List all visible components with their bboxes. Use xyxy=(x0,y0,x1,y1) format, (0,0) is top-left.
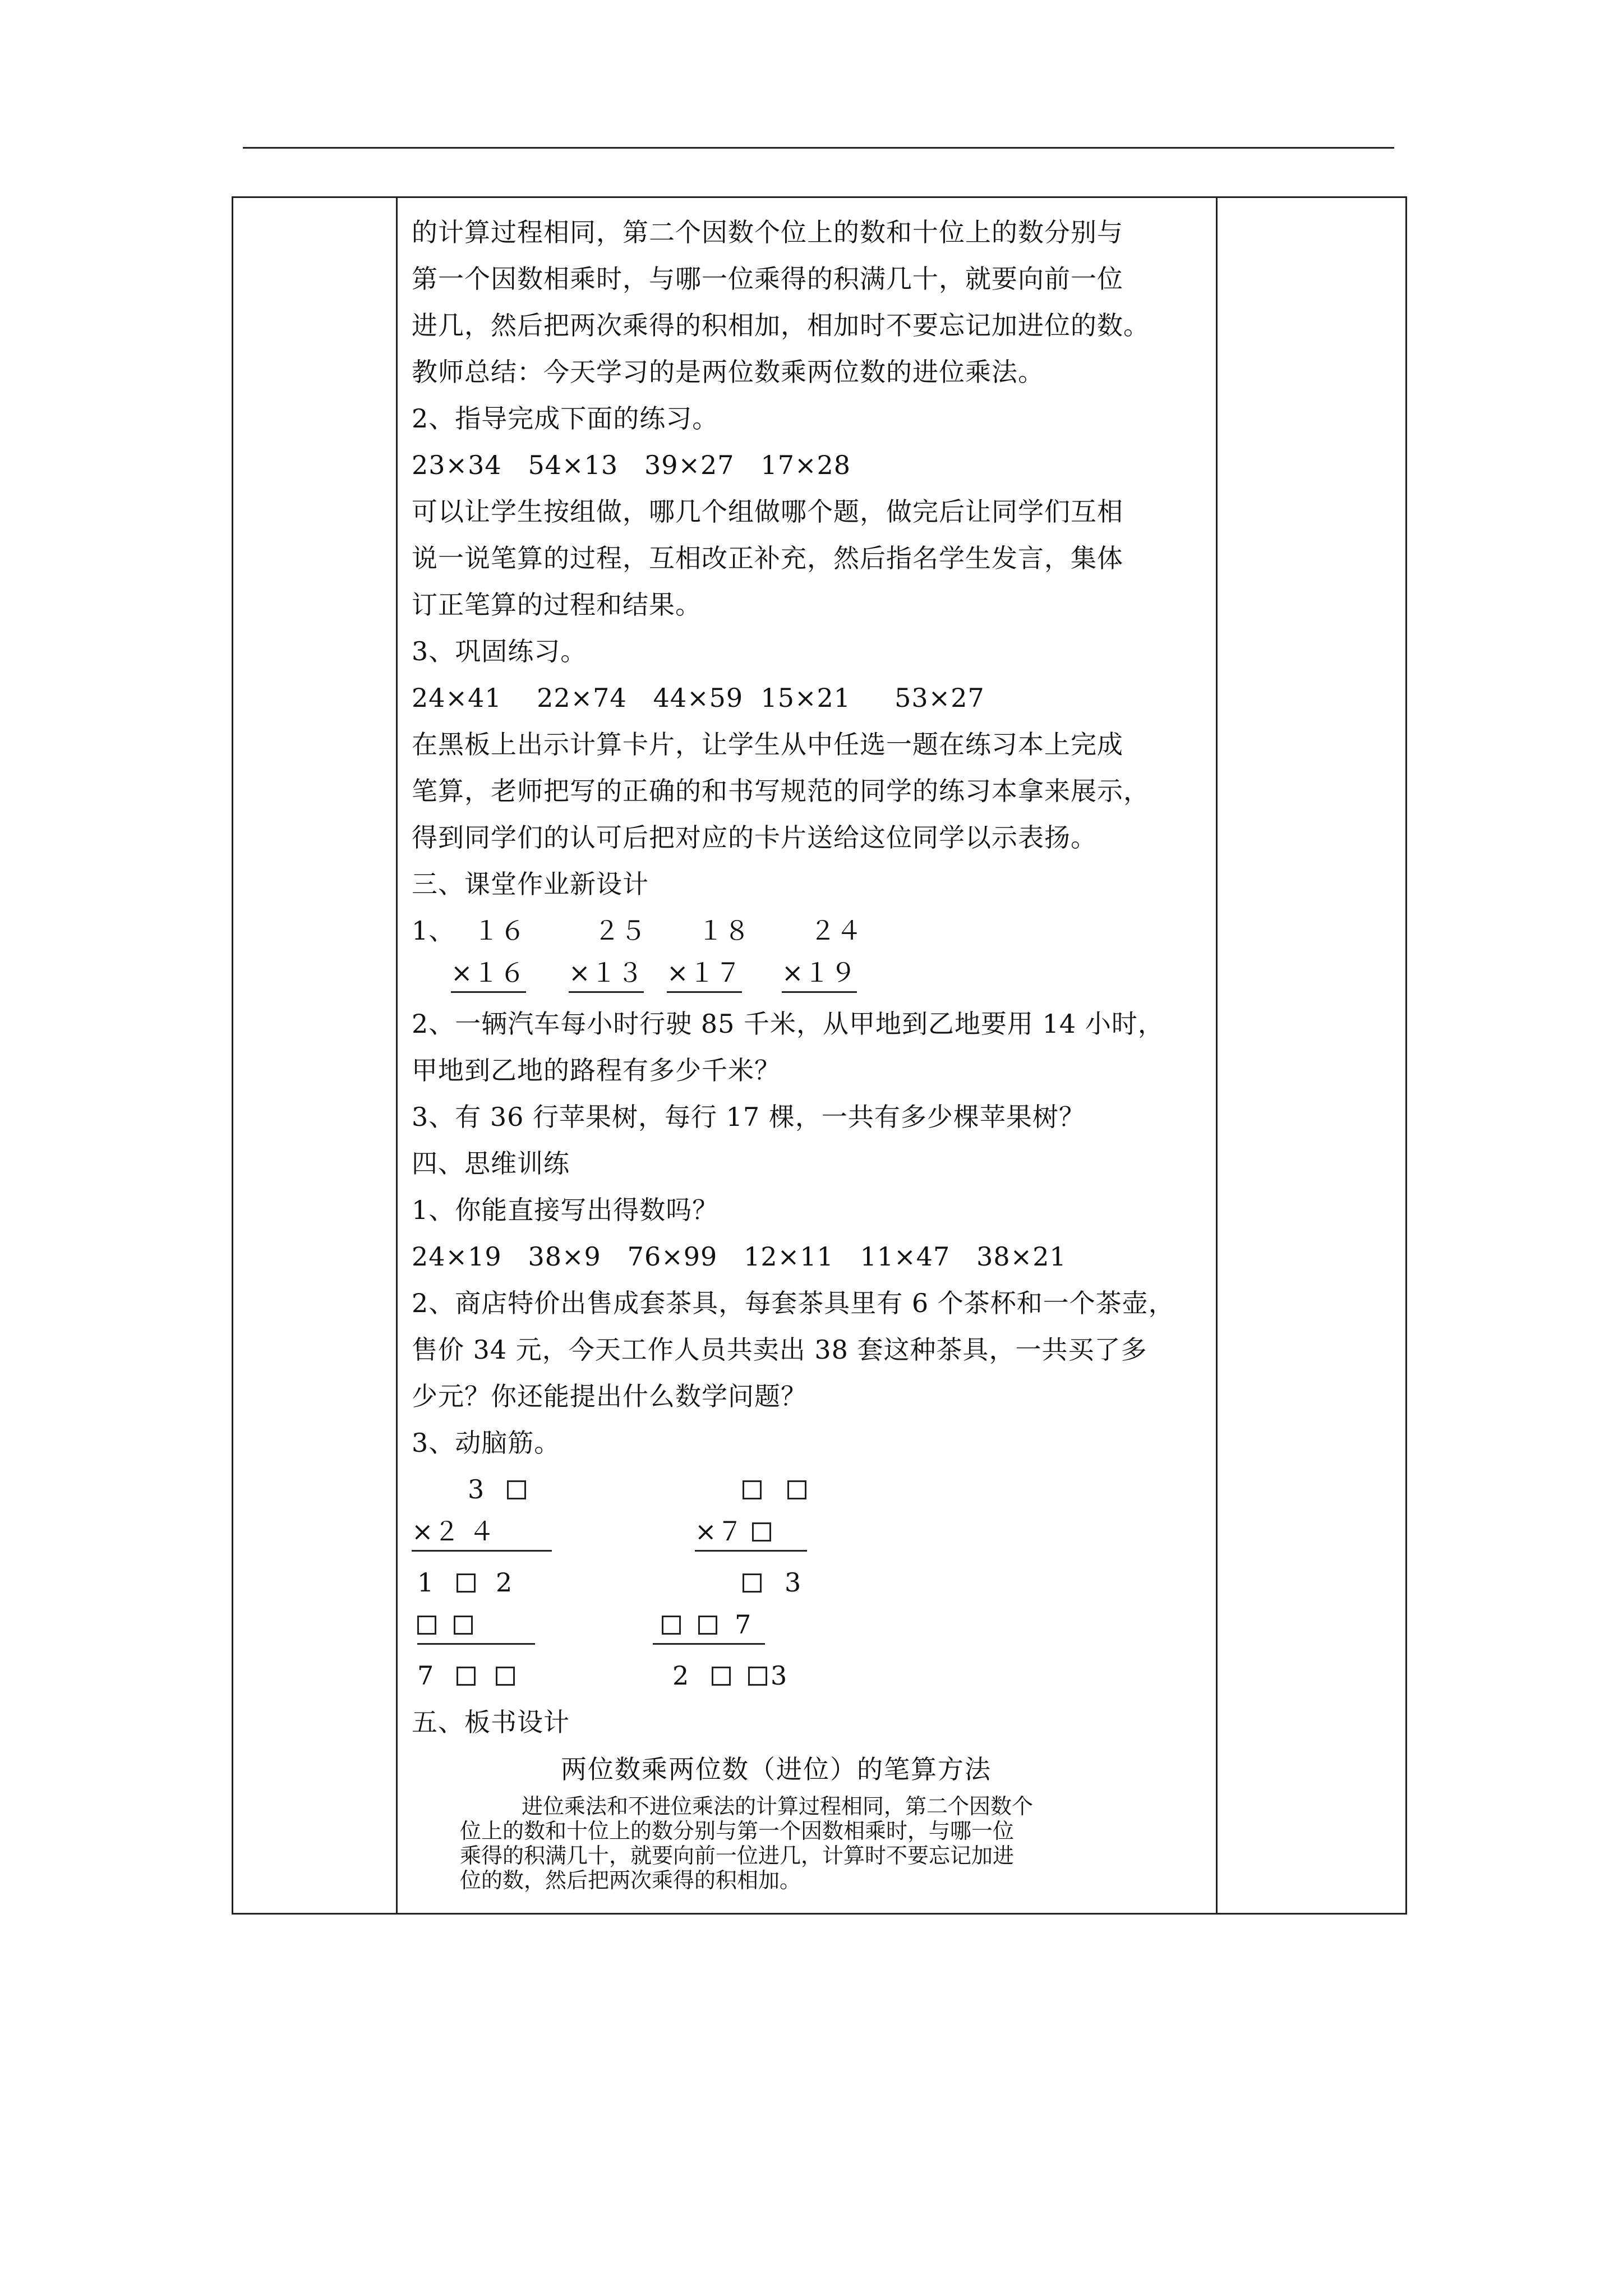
digit: 1 xyxy=(417,1567,435,1598)
multiplicand: １６ xyxy=(473,915,526,946)
vertical-problems-top xyxy=(412,908,1208,954)
text-line: 的计算过程相同，第二个因数个位上的数和十位上的数分别与 xyxy=(412,217,1123,247)
blank-box xyxy=(748,1653,767,1699)
multiplier: ×１３ xyxy=(569,954,644,993)
digit: 3 xyxy=(785,1567,802,1598)
blank-box xyxy=(457,1653,476,1699)
exercise-heading: 1、你能直接写出得数吗？ xyxy=(412,1195,719,1225)
page-header-rule xyxy=(243,147,1394,149)
multiplicand: ２５ xyxy=(594,915,647,946)
lesson-plan-table xyxy=(232,196,1407,1915)
puzzle-multiplier: ×２ ４ xyxy=(412,1513,552,1552)
word-problem: 甲地到乙地的路程有多少千米？ xyxy=(412,1055,781,1085)
step-heading: 2、指导完成下面的练习。 xyxy=(412,403,719,434)
teacher-summary: 教师总结：今天学习的是两位数乘两位数的进位乘法。 xyxy=(412,357,1044,387)
column-divider-left xyxy=(396,198,398,1913)
digit: 2 xyxy=(672,1660,690,1691)
text-line: 进几，然后把两次乘得的积相加，相加时不要忘记加进位的数。 xyxy=(412,310,1150,341)
right-column-cell xyxy=(1218,198,1405,1913)
text-line: 在黑板上出示计算卡片，让学生从中任选一题在练习本上完成 xyxy=(412,729,1123,760)
multiplicand: ２４ xyxy=(810,915,863,946)
puzzle-row-4 xyxy=(412,1606,1208,1653)
text-line: 可以让学生按组做，哪几个组做哪个题，做完后让同学们互相 xyxy=(412,496,1123,527)
word-problem: 少元？你还能提出什么数学问题？ xyxy=(412,1381,807,1411)
blank-box xyxy=(507,1466,526,1513)
puzzle-row-1 xyxy=(412,1466,1208,1513)
mental-math-expressions: 24×19 38×9 76×99 12×11 11×47 38×21 xyxy=(412,1241,1067,1272)
board-design-title: 两位数乘两位数（进位）的笔算方法 xyxy=(561,1754,992,1784)
problem-number: 1、 xyxy=(412,915,455,946)
word-problem: 3、有 36 行苹果树，每行 17 棵，一共有多少棵苹果树？ xyxy=(412,1102,1085,1132)
blank-box xyxy=(787,1466,806,1513)
text-line: 笔算，老师把写的正确的和书写规范的同学的练习本拿来展示， xyxy=(412,776,1150,806)
text-line: 第一个因数相乘时，与哪一位乘得的积满几十，就要向前一位 xyxy=(412,264,1123,294)
multiplier: ×１７ xyxy=(667,954,742,993)
blank-box xyxy=(752,1522,771,1542)
board-line: 位上的数和十位上的数分别与第一个因数相乘时，与哪一位 xyxy=(460,1819,1015,1843)
multiplier: ×１９ xyxy=(782,954,857,993)
vertical-problems-bottom xyxy=(412,954,1208,1001)
text-line: 说一说笔算的过程，互相改正补充，然后指名学生发言，集体 xyxy=(412,543,1123,573)
exercise-heading: 3、动脑筋。 xyxy=(412,1428,561,1458)
digit: 7 xyxy=(417,1660,435,1691)
consolidation-expressions: 24×41 22×74 44×59 15×21 53×27 xyxy=(412,683,985,713)
puzzle-multiplier xyxy=(695,1513,807,1552)
blank-box xyxy=(743,1559,762,1606)
word-problem: 售价 34 元，今天工作人员共卖出 38 套这种茶具，一共买了多 xyxy=(412,1335,1147,1365)
puzzle-row-2 xyxy=(412,1513,1208,1559)
multiplicand: １８ xyxy=(698,915,750,946)
board-line: 进位乘法和不进位乘法的计算过程相同，第二个因数个 xyxy=(522,1794,1034,1819)
blank-box xyxy=(743,1466,762,1513)
teaching-process-content xyxy=(412,209,1208,1746)
blank-box xyxy=(712,1653,731,1699)
board-design-text xyxy=(460,1794,1133,1893)
word-problem: 2、商店特价出售成套茶具，每套茶具里有 6 个茶杯和一个茶壶， xyxy=(412,1288,1175,1318)
word-problem: 2、一辆汽车每小时行驶 85 千米，从甲地到乙地要用 14 小时， xyxy=(412,1009,1164,1039)
left-column-cell xyxy=(233,198,396,1913)
blank-box xyxy=(496,1653,515,1699)
text-line: 订正笔算的过程和结果。 xyxy=(412,590,702,620)
digit: ×７ xyxy=(695,1516,744,1547)
step-heading: 3、巩固练习。 xyxy=(412,636,587,666)
text-line: 得到同学们的认可后把对应的卡片送给这位同学以示表扬。 xyxy=(412,822,1097,853)
section-heading: 四、思维训练 xyxy=(412,1148,570,1179)
digit: 7 xyxy=(735,1609,752,1640)
digit: 3 xyxy=(468,1474,485,1504)
blank-box xyxy=(457,1559,476,1606)
section-heading: 五、板书设计 xyxy=(412,1707,570,1737)
digit: 2 xyxy=(496,1567,513,1598)
board-line: 乘得的积满几十，就要向前一位进几，计算时不要忘记加进 xyxy=(460,1843,1015,1868)
partial-product-blanks xyxy=(653,1606,765,1645)
board-line: 位的数，然后把两次乘得的积相加。 xyxy=(460,1868,801,1893)
practice-expressions: 23×34 54×13 39×27 17×28 xyxy=(412,450,851,480)
puzzle-row-5 xyxy=(412,1653,1208,1699)
puzzle-row-3 xyxy=(412,1559,1208,1606)
partial-product-blanks xyxy=(417,1606,535,1645)
digit: 3 xyxy=(771,1660,788,1691)
section-heading: 三、课堂作业新设计 xyxy=(412,869,649,899)
multiplier: ×１６ xyxy=(451,954,526,993)
